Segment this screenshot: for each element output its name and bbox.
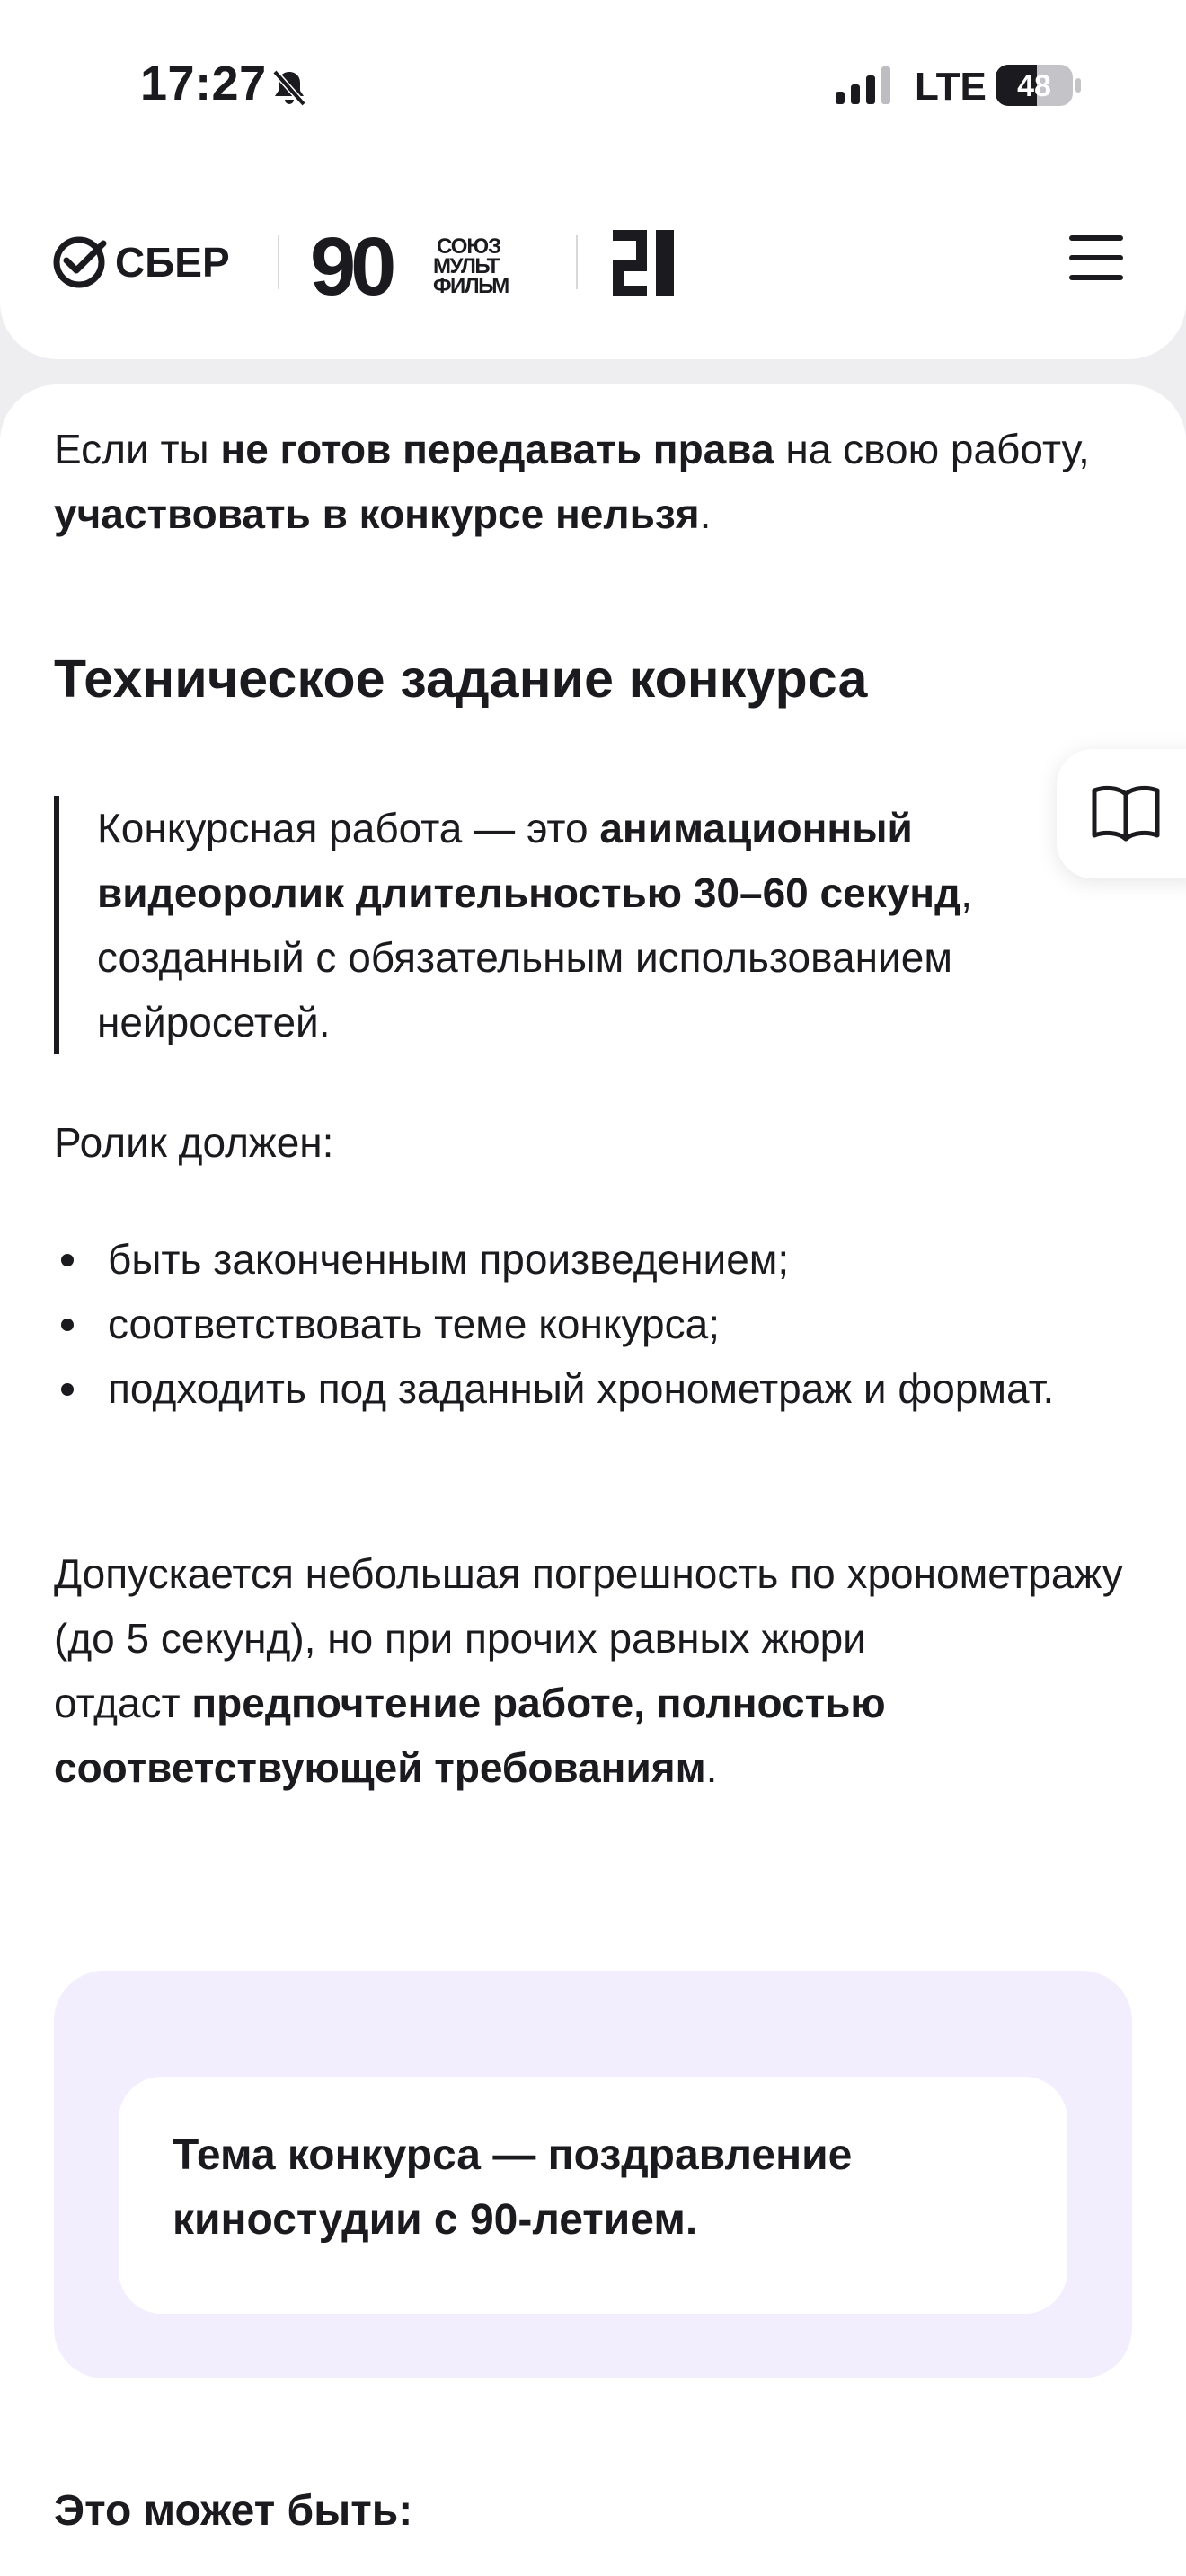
task-quote: Конкурсная работа — это анимационный видеоролик длительностью 30–60 секунд, созданный с обязательным использованием нейросетей.	[54, 796, 1078, 1054]
bell-off-icon	[268, 66, 311, 110]
status-time: 17:27	[140, 57, 267, 110]
partner-logos[interactable]	[52, 216, 735, 305]
hamburger-menu-icon[interactable]	[1069, 235, 1127, 286]
soyuzmultfilm-logo[interactable]	[310, 221, 509, 305]
book-open-icon	[1091, 783, 1161, 842]
may-be-heading: Это может быть:	[54, 2487, 413, 2535]
battery-icon	[996, 63, 1082, 108]
top-header	[0, 0, 1186, 359]
battery-level: 48	[1017, 69, 1051, 103]
content-card	[0, 384, 1186, 2576]
list-item: подходить под заданный хронометраж и формат.	[54, 1356, 1114, 1421]
svg-text:СБЕР: СБЕР	[115, 239, 230, 286]
list-item: быть законченным произведением;	[54, 1227, 1114, 1292]
book-button[interactable]	[1057, 749, 1186, 878]
list-intro: Ролик должен:	[54, 1119, 334, 1166]
svg-text:90: 90	[310, 221, 392, 305]
theme-card	[54, 1971, 1132, 2378]
sber-logo[interactable]	[57, 239, 230, 286]
theme-text: Тема конкурса — поздравление киностудии с 90-летием.	[119, 2077, 1067, 2314]
svg-text:СОЮЗ: СОЮЗ	[437, 234, 501, 259]
requirements-list	[54, 1227, 1114, 1421]
svg-text:МУЛЬТ: МУЛЬТ	[433, 254, 499, 278]
network-type: LTE	[915, 65, 987, 109]
rights-paragraph: Если ты не готов передавать права на свою работу, участвовать в конкурсе нельзя.	[54, 426, 1090, 537]
signal-icon	[836, 66, 897, 106]
svg-text:ФИЛЬМ: ФИЛЬМ	[433, 274, 509, 298]
list-item: соответствовать теме конкурса;	[54, 1292, 1114, 1356]
section-title: Техническое задание конкурса	[54, 649, 868, 709]
tolerance-paragraph: Допускается небольшая погрешность по хронометражу (до 5 секунд), но при прочих равных жюри отдаст предпочтение работе, полностью соответствующей требованиям.	[54, 1550, 1123, 1791]
